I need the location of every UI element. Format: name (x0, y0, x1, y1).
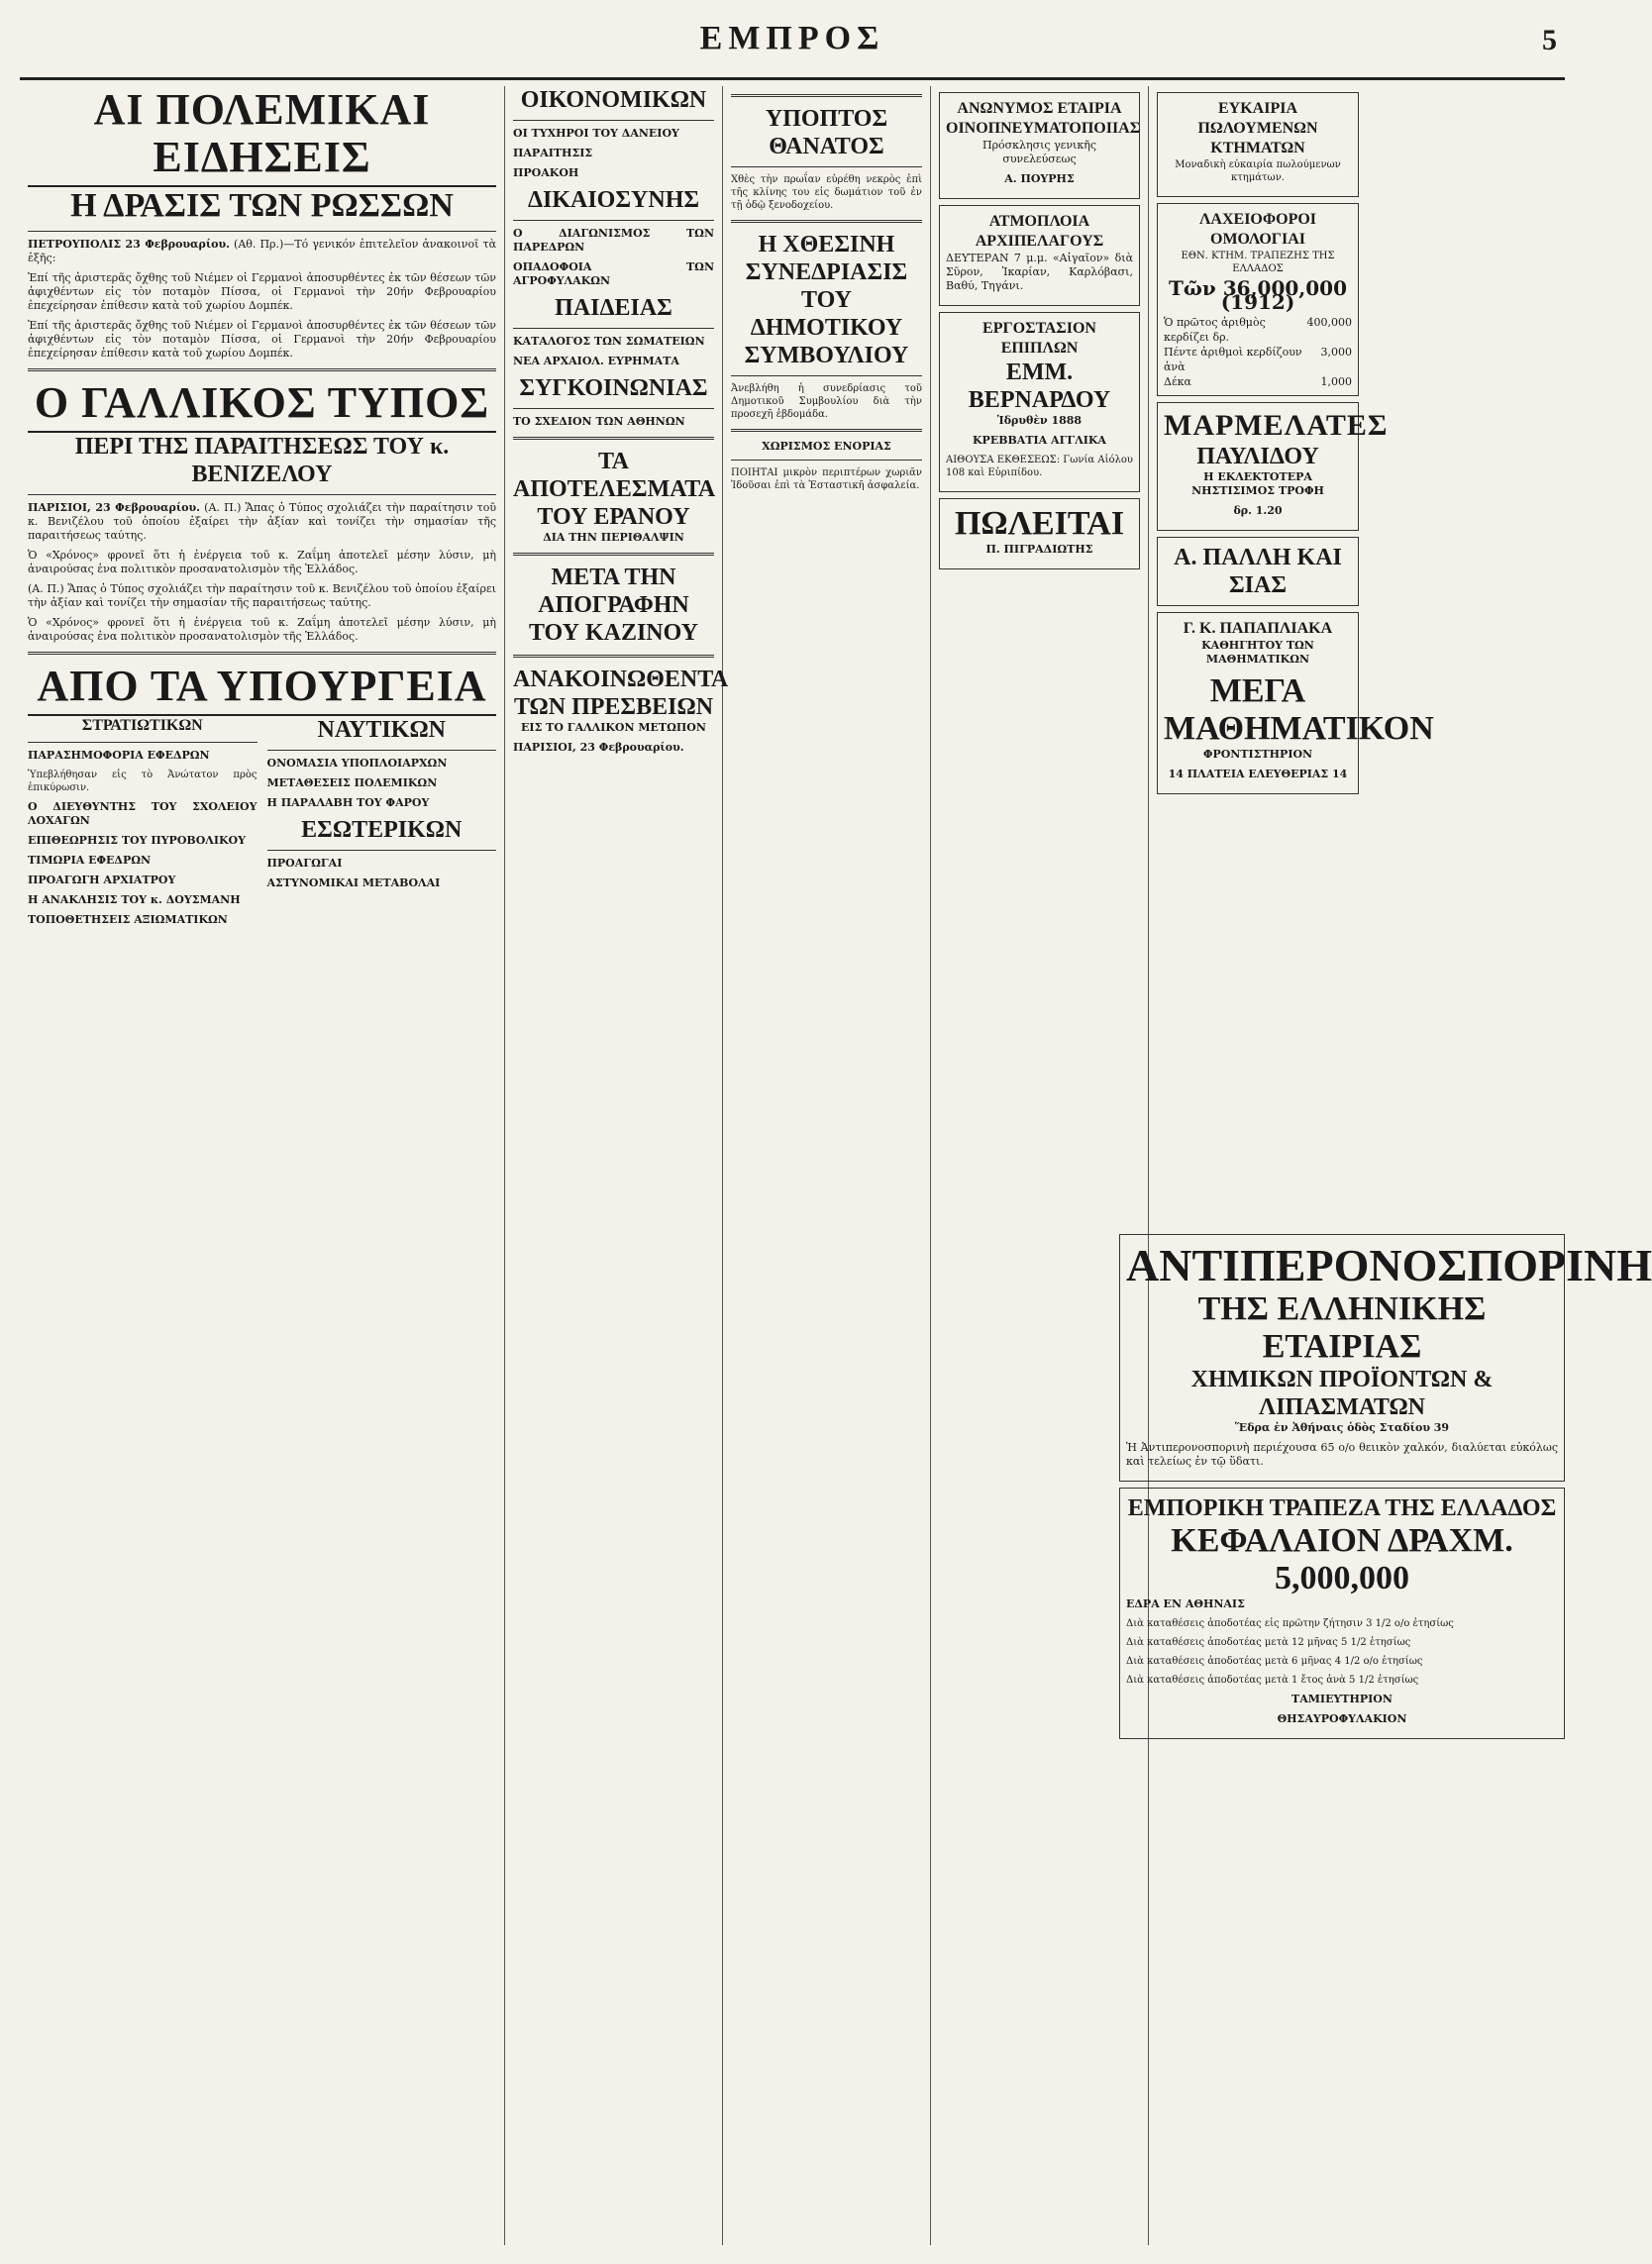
mil-item-4: ΤΙΜΩΡΙΑ ΕΦΕΔΡΩΝ (28, 854, 152, 867)
ministries-headline: ΑΠΟ ΤΑ ΥΠΟΥΡΓΕΙΑ (28, 663, 496, 716)
ad-palli-title: Α. ΠΑΛΛΗ ΚΑΙ ΣΙΑΣ (1174, 545, 1342, 598)
edu-item-1: ΚΑΤΑΛΟΓΟΣ ΤΩΝ ΣΩΜΑΤΕΙΩΝ (513, 335, 705, 348)
dateline-1: ΠΕΤΡΟΥΠΟΛΙΣ 23 Φεβρουαρίου. (28, 238, 230, 251)
fund-results-title: ΤΑ ΑΠΟΤΕΛΕΣΜΑΤΑ ΤΟΥ ΕΡΑΝΟΥ (513, 449, 716, 530)
econ-item-2: ΠΑΡΑΙΤΗΣΙΣ (513, 147, 593, 159)
banner-title-1: ΑΝΤΙΠΕΡΟΝΟΣΠΟΡΙΝΗ (1126, 1240, 1652, 1290)
fund-results-sub: ΔΙΑ ΤΗΝ ΠΕΡΙΘΑΛΨΙΝ (543, 531, 684, 544)
bond-rate-value-3: 1,000 (1320, 375, 1352, 388)
casino-title: ΜΕΤΑ ΤΗΝ ΑΠΟΓΡΑΦΗΝ ΤΟΥ ΚΑΖΙΝΟΥ (528, 565, 698, 646)
mil-item-7: ΤΟΠΟΘΕΤΗΣΕΙΣ ΑΞΙΩΜΑΤΙΚΩΝ (28, 913, 228, 926)
int-item-1: ΠΡΟΑΓΩΓΑΙ (266, 857, 343, 870)
dateline-2: ΠΑΡΙΣΙΟΙ, 23 Φεβρουαρίου. (28, 501, 200, 514)
transport-section: ΣΥΓΚΟΙΝΩΝΙΑΣ (519, 375, 708, 401)
column-4: ΥΠΟΠΤΟΣ ΘΑΝΑΤΟΣ Χθὲς τὴν πρωΐαν εὑρέθη νεκρὸς ἐπὶ τῆς κλίνης του εἰς δωμάτιον τοῦ ἐν τῇ ὁδῷ ξενοδοχείου. Η ΧΘΕΣΙΝΗ ΣΥΝΕΔΡΙΑΣΙΣ ΤΟΥ ΔΗΜΟΤΙΚΟΥ ΣΥΜΒΟΥΛΙΟΥ Ἀνεβλήθη ἡ συνεδρίασις τοῦ Δημοτικοῦ Συμβουλίου διὰ τὴν προσεχῆ ἑβδομάδα. ΧΩΡΙΣΜΟΣ ΕΝΟΡΙΑΣ ΠΟΙΗΤΑΙ μικρὸν περιπτέρων χωριᾶν Ἰδοῦσαι ἐπὶ τὰ Ἑσταστικῆ ἀσφαλεία. (723, 86, 931, 2245)
bank-rate-2: Διὰ καταθέσεις ἀποδοτέας μετὰ 12 μῆνας 5 1/2 ἐτησίως (1126, 1637, 1411, 1648)
banner-text: Ἡ Ἀντιπερονοσπορινὴ περιέχουσα 65 ο/ο θειικὸν χαλκόν, διαλύεται εὐκόλως καὶ τελείως ἐν τῷ ὕδατι. (1126, 1441, 1558, 1468)
bank-footer: ΤΑΜΙΕΥΤΗΡΙΟΝ (1291, 1693, 1393, 1705)
ad-shipping-text: ΔΕΥΤΕΡΑΝ 7 μ.μ. «Αἰγαῖον» διὰ Σῦρον, Ἰκαρίαν, Καρλόβασι, Βαθύ, Τηγάνι. (946, 252, 1133, 292)
ad-property-text: Μοναδικὴ εὐκαιρία πωλούμενων κτημάτων. (1175, 159, 1341, 183)
just-item-1: Ο ΔΙΑΓΩΝΙΣΜΟΣ ΤΩΝ ΠΑΡΕΔΡΩΝ (513, 227, 714, 254)
banner-title-3: ΧΗΜΙΚΩΝ ΠΡΟΪΟΝΤΩΝ & ΛΙΠΑΣΜΑΤΩΝ (1190, 1367, 1494, 1420)
ad-shipping-title: ΑΤΜΟΠΛΟΙΑ ΑΡΧΙΠΕΛΑΓΟΥΣ (975, 213, 1104, 250)
naval-section: ΝΑΥΤΙΚΩΝ (317, 717, 446, 743)
ad-bonds-sub: ΕΘΝ. ΚΤΗΜ. ΤΡΑΠΕΖΗΣ ΤΗΣ ΕΛΛΑΔΟΣ (1181, 251, 1335, 274)
column-1: ΑΙ ΠΟΛΕΜΙΚΑΙ ΕΙΔΗΣΕΙΣ Η ΔΡΑΣΙΣ ΤΩΝ ΡΩΣΣΩΝ ΠΕΤΡΟΥΠΟΛΙΣ 23 Φεβρουαρίου. (Αθ. Πρ.)—Τό γενικόν ἐπιτελεῖον ἀνακοινοῖ τὰ ἑξῆς: Ἐπί τῆς ἀριστερᾶς ὄχθης τοῦ Νιέμεν οἱ Γερμανοὶ ἀποσυρθέντες ἐκ τῶν θέσεων τῶν ἀφιχθέντων εἰς τὸν ποταμὸν Πίσσα, οἱ Γερμανοὶ τὴν 20ήν Φεβρουαρίου ἐπεχείρησαν ἐπίθεσιν κατὰ τοῦ χωρίου Δομπέκ. Ἐπί τῆς ἀριστερᾶς ὄχθης τοῦ Νιέμεν οἱ Γερμανοὶ ἀποσυρθέντες ἐκ τῶν θέσεων τῶν ἀφιχθέντων εἰς τὸν ποταμὸν Πίσσα, οἱ Γερμανοὶ τὴν 20ήν Φεβρουαρίου ἐπεχείρησαν ἐπίθεσιν κατὰ τοῦ χωρίου Δομπέκ. Ο ΓΑΛΛΙΚΟΣ ΤΥΠΟΣ ΠΕΡΙ ΤΗΣ ΠΑΡΑΙΤΗΣΕΩΣ ΤΟΥ κ. ΒΕΝΙΖΕΛΟΥ ΠΑΡΙΣΙΟΙ, 23 Φεβρουαρίου. (Α. Π.) Ἅπας ὁ Τύπος σχολιάζει τὴν παραίτησιν τοῦ κ. Βενιζέλου τοῦ ὁποίου ἐξαίρει τὴν ἀξίαν καὶ τονίζει τὴν σημασίαν τῆς παραιτήσεως ταύτης. Ὁ «Χρόνος» φρονεῖ ὅτι ἡ ἐνέργεια τοῦ κ. Ζαΐμη ἀποτελεῖ μέσην λύσιν, μὴ ἀναιρούσας ἐνα πολιτικὸν προσανατολισμὸν τῆς Ἑλλάδος. (Α. Π.) Ἅπας ὁ Τύπος σχολιάζει τὴν παραίτησιν τοῦ κ. Βενιζέλου τοῦ ὁποίου ἐξαίρει τὴν ἀξίαν καὶ τονίζει τὴν σημασίαν τῆς παραιτήσεως ταύτης. Ὁ «Χρόνος» φρονεῖ ὅτι ἡ ἐνέργεια τοῦ κ. Ζαΐμη ἀποτελεῖ μέσην λύσιν, μὴ ἀναιρούσας ἐνα πολιτικὸν προσανατολισμὸν τῆς Ἑλλάδος. ΑΠΟ ΤΑ ΥΠΟΥΡΓΕΙΑ ΣΤΡΑΤΙΩΤΙΚΩΝ ΠΑΡΑΣΗΜΟΦΟΡΙΑ ΕΦΕΔΡΩΝ Ὑπεβλήθησαν εἰς τὸ Ἀνώτατον πρὸς ἐπικύρωσιν. Ο ΔΙΕΥΘΥΝΤΗΣ ΤΟΥ ΣΧΟΛΕΙΟΥ ΛΟΧΑΓΩΝ ΕΠΙΘΕΩΡΗΣΙΣ ΤΟΥ ΠΥΡΟΒΟΛΙΚΟΥ ΤΙΜΩΡΙΑ ΕΦΕΔΡΩΝ ΠΡΟΑΓΩΓΗ ΑΡΧΙΑΤΡΟΥ Η ΑΝΑΚΛΗΣΙΣ ΤΟΥ κ. ΔΟΥΣΜΑΝΗ ΤΟΠΟΘΕΤΗΣΕΙΣ ΑΞΙΩΜΑΤΙΚΩΝ ΝΑΥΤΙΚΩΝ ΟΝΟΜΑΣΙΑ ΥΠΟΠΛΟΙΑΡΧΩΝ ΜΕΤΑΘΕΣΕΙΣ ΠΟΛΕΜΙΚΩΝ Η ΠΑΡΑΛΑΒΗ ΤΟΥ ΦΑΡΟΥ ΕΣΩΤΕΡΙΚΩΝ ΠΡΟΑΓΩΓΑΙ ΑΣΤΥΝΟΜΙΚΑΙ ΜΕΤΑΒΟΛΑΙ (20, 86, 505, 2245)
nav-item-2: ΜΕΤΑΘΕΣΕΙΣ ΠΟΛΕΜΙΚΩΝ (266, 776, 438, 789)
mil-item-3: ΕΠΙΘΕΩΡΗΣΙΣ ΤΟΥ ΠΥΡΟΒΟΛΙΚΟΥ (28, 834, 246, 847)
para-2: Ἐπί τῆς ἀριστερᾶς ὄχθης τοῦ Νιέμεν οἱ Γερμανοὶ ἀποσυρθέντες ἐκ τῶν θέσεων τῶν ἀφιχθέντων εἰς τὸν ποταμὸν Πίσσα, οἱ Γερμανοὶ τὴν 20ήν Φεβρουαρίου ἐπεχείρησαν ἐπίθεσιν κατὰ τοῦ χωρίου Δομπέκ. (28, 271, 496, 312)
ad-tutor-big: ΜΕΓΑ ΜΑΘΗΜΑΤΙΚΟΝ (1164, 672, 1434, 747)
mil-item-1: ΠΑΡΑΣΗΜΟΦΟΡΙΑ ΕΦΕΔΡΩΝ (28, 749, 210, 762)
bank-capital: ΚΕΦΑΛΑΙΟΝ ΔΡΑΧΜ. 5,000,000 (1171, 1522, 1513, 1596)
nav-item-1: ΟΝΟΜΑΣΙΑ ΥΠΟΠΛΟΙΑΡΧΩΝ (266, 757, 448, 770)
mil-item-2: Ο ΔΙΕΥΘΥΝΤΗΣ ΤΟΥ ΣΧΟΛΕΙΟΥ ΛΟΧΑΓΩΝ (28, 800, 258, 827)
ad-marmalade-sub: ΠΑΥΛΙΔΟΥ (1196, 444, 1319, 469)
bond-rate-label-1: Ὁ πρῶτος ἀριθμὸς κερδίζει δρ. (1164, 316, 1266, 344)
ad-furniture-name: ΕΜΜ. ΒΕΡΝΑΡΔΟΥ (968, 360, 1111, 413)
interior-section: ΕΣΩΤΕΡΙΚΩΝ (301, 817, 463, 843)
para-3b: (Α. Π.) Ἅπας ὁ Τύπος σχολιάζει τὴν παραίτησιν τοῦ κ. Βενιζέλου τοῦ ὁποίου ἐξαίρει τὴν ἀξίαν καὶ τονίζει τὴν σημασίαν τῆς παραιτήσεως ταύτης. (28, 582, 496, 609)
bank-title: ΕΜΠΟΡΙΚΗ ΤΡΑΠΕΖΑ ΤΗΣ ΕΛΛΑΔΟΣ (1127, 1495, 1557, 1521)
ad-furniture-title: ΕΡΓΟΣΤΑΣΙΟΝ ΕΠΙΠΛΩΝ (982, 320, 1096, 357)
ad-marmalade-title: ΜΑΡΜΕΛΑΤΕΣ (1164, 409, 1389, 442)
para-4: Ὁ «Χρόνος» φρονεῖ ὅτι ἡ ἐνέργεια τοῦ κ. Ζαΐμη ἀποτελεῖ μέσην λύσιν, μὴ ἀναιρούσας ἐνα πολιτικὸν προσανατολισμὸν τῆς Ἑλλάδος. (28, 549, 496, 575)
columns (20, 85, 1652, 2245)
econ-item-3: ΠΡΟΑΚΟΗ (513, 166, 579, 179)
bond-rate-value-1: 400,000 (1306, 316, 1352, 329)
ad-furniture-year: Ἱδρυθὲν 1888 (996, 414, 1083, 427)
bond-rate-label-3: Δέκα (1164, 375, 1191, 388)
ad-distillery-title: ΑΝΩΝΥΜΟΣ ΕΤΑΙΡΙΑ ΟΙΝΟΠΝΕΥΜΑΤΟΠΟΙΙΑΣ (946, 100, 1141, 137)
bank-footer-2: ΘΗΣΑΥΡΟΦΥΛΑΚΙΟΝ (1277, 1712, 1407, 1725)
mil-item-5: ΠΡΟΑΓΩΓΗ ΑΡΧΙΑΤΡΟΥ (28, 874, 176, 886)
bank-rate-1: Διὰ καταθέσεις ἀποδοτέας εἰς πρῶτην ζήτησιν 3 1/2 ο/ο ἐτησίως (1126, 1618, 1454, 1629)
ad-distillery-text: Πρόσκλησις γενικῆς συνελεύσεως (981, 139, 1096, 165)
para-3: (Α. Π.) Ἅπας ὁ Τύπος σχολιάζει τὴν παραίτησιν τοῦ κ. Βενιζέλου τοῦ ὁποίου ἐξαίρει τὴν ἀξίαν καὶ τονίζει τὴν σημασίαν τῆς παραιτήσεως ταύτης. (28, 501, 497, 542)
embassy-dateline: ΠΑΡΙΣΙΟΙ, 23 Φεβρουαρίου. (513, 741, 684, 754)
embassy-sub: ΕΙΣ ΤΟ ΓΑΛΛΙΚΟΝ ΜΕΤΩΠΟΝ (521, 721, 706, 734)
suspicious-death-title: ΥΠΟΠΤΟΣ ΘΑΝΑΤΟΣ (765, 106, 888, 159)
ad-furniture-text: ΚΡΕΒΒΑΤΙΑ ΑΓΓΛΙΚΑ (973, 434, 1106, 447)
para-2b: Ἐπί τῆς ἀριστερᾶς ὄχθης τοῦ Νιέμεν οἱ Γερμανοὶ ἀποσυρθέντες ἐκ τῶν θέσεων τῶν ἀφιχθέντων εἰς τὸν ποταμὸν Πίσσα, οἱ Γερμανοὶ τὴν 20ήν Φεβρουαρίου ἐπεχείρησαν ἐπίθεσιν κατὰ τοῦ χωρίου Δομπέκ. (28, 319, 496, 360)
edu-item-2: ΝΕΑ ΑΡΧΑΙΟΛ. ΕΥΡΗΜΑΤΑ (513, 355, 679, 367)
column-5 (931, 86, 1149, 2245)
ad-marmalade-text: Η ΕΚΛΕΚΤΟΤΕΡΑ ΝΗΣΤΙΣΙΜΟΣ ΤΡΟΦΗ (1191, 470, 1324, 497)
ad-tutor-addr: 14 ΠΛΑΤΕΙΑ ΕΛΕΥΘΕΡΙΑΣ 14 (1168, 768, 1348, 780)
war-news-subheadline: Η ΔΡΑΣΙΣ ΤΩΝ ΡΩΣΣΩΝ (70, 187, 454, 224)
agro-banner (1119, 1228, 1652, 1745)
ad-forsale-sign: Π. ΠΙΓΡΑΔΙΩΤΗΣ (985, 543, 1093, 556)
ad-distillery-sign: Α. ΠΟΥΡΗΣ (1004, 172, 1075, 185)
int-item-2: ΑΣΤΥΝΟΜΙΚΑΙ ΜΕΤΑΒΟΛΑΙ (266, 876, 441, 889)
ad-bonds-title: ΛΑΧΕΙΟΦΟΡΟΙ ΟΜΟΛΟΓΙΑΙ (1198, 211, 1317, 248)
bond-rate-value-2: 3,000 (1320, 346, 1352, 359)
ad-property-title: ΕΥΚΑΙΡΙΑ ΠΩΛΟΥΜΕΝΩΝ ΚΤΗΜΑΤΩΝ (1197, 100, 1318, 156)
para-4b: Ὁ «Χρόνος» φρονεῖ ὅτι ἡ ἐνέργεια τοῦ κ. Ζαΐμη ἀποτελεῖ μέσην λύσιν, μὴ ἀναιρούσας ἐνα πολιτικὸν προσανατολισμὸν τῆς Ἑλλάδος. (28, 616, 496, 643)
col4-footer: ΠΟΙΗΤΑΙ μικρὸν περιπτέρων χωριᾶν Ἰδοῦσαι ἐπὶ τὰ Ἑσταστικῆ ἀσφαλεία. (731, 467, 922, 491)
bond-rate-label-2: Πέντε ἀριθμοὶ κερδίζουν ἀνὰ (1164, 346, 1302, 373)
education-section: ΠΑΙΔΕΙΑΣ (555, 295, 672, 321)
ad-tutor-title: ΚΑΘΗΓΗΤΟΥ ΤΩΝ ΜΑΘΗΜΑΤΙΚΩΝ (1201, 639, 1314, 666)
masthead (20, 18, 1565, 80)
economics-section: ΟΙΚΟΝΟΜΙΚΩΝ (520, 87, 707, 113)
bank-rate-3: Διὰ καταθέσεις ἀποδοτέας μετὰ 6 μῆνας 4 1/2 ο/ο ἐτησίως (1126, 1656, 1423, 1667)
banner-title-2: ΤΗΣ ΕΛΛΗΝΙΚΗΣ ΕΤΑΙΡΙΑΣ (1197, 1290, 1487, 1365)
bank-rate-4: Διὰ καταθέσεις ἀποδοτέας μετὰ 1 ἔτος ἀνὰ 5 1/2 ἐτησίως (1126, 1675, 1419, 1686)
column-3 (505, 86, 729, 2245)
ad-furniture-addr: ΑΙΘΟΥΣΑ ΕΚΘΕΣΕΩΣ: Γωνία Αἰόλου 108 καὶ Εὐριπίδου. (946, 455, 1133, 478)
ad-bonds-amount: Τῶν 36,000,000 (1912) (1168, 276, 1348, 314)
french-press-subheadline: ΠΕΡΙ ΤΗΣ ΠΑΡΑΙΤΗΣΕΩΣ ΤΟΥ κ. ΒΕΝΙΖΕΛΟΥ (74, 434, 450, 487)
embassy-title: ΑΝΑΚΟΙΝΩΘΕΝΤΑ ΤΩΝ ΠΡΕΣΒΕΙΩΝ (513, 667, 729, 720)
ad-forsale-title: ΠΩΛΕΙΤΑΙ (954, 505, 1125, 542)
masthead-title: ΕΜΠΡΟΣ (699, 20, 885, 56)
parish-separation: ΧΩΡΙΣΜΟΣ ΕΝΟΡΙΑΣ (762, 440, 891, 453)
bank-seat: ΕΔΡΑ ΕΝ ΑΘΗΝΑΙΣ (1126, 1597, 1245, 1610)
military-section: ΣΤΡΑΤΙΩΤΙΚΩΝ (81, 717, 203, 734)
nav-item-3: Η ΠΑΡΑΛΑΒΗ ΤΟΥ ΦΑΡΟΥ (266, 796, 430, 809)
page-number: 5 (1542, 24, 1557, 56)
french-press-headline: Ο ΓΑΛΛΙΚΟΣ ΤΥΠΟΣ (28, 379, 496, 433)
ad-marmalade-price: δρ. 1.20 (1233, 504, 1283, 517)
mil-item-6: Η ΑΝΑΚΛΗΣΙΣ ΤΟΥ κ. ΔΟΥΣΜΑΝΗ (28, 893, 241, 906)
justice-section: ΔΙΚΑΙΟΣΥΝΗΣ (527, 187, 700, 213)
econ-item-1: ΟΙ ΤΥΧΗΡΟΙ ΤΟΥ ΔΑΝΕΙΟΥ (513, 127, 679, 140)
banner-addr: Ἕδρα ἐν Ἀθήναις ὁδὸς Σταδίου 39 (1234, 1421, 1450, 1434)
council-session-title: Η ΧΘΕΣΙΝΗ ΣΥΝΕΔΡΙΑΣΙΣ ΤΟΥ ΔΗΜΟΤΙΚΟΥ ΣΥΜΒΟΥΛΙΟΥ (744, 232, 909, 368)
para-1: (Αθ. Πρ.)—Τό γενικόν ἐπιτελεῖον ἀνακοινοῖ τὰ ἑξῆς: (28, 238, 497, 264)
ad-tutor-name: Γ. Κ. ΠΑΠΑΠΛΙΑΚΑ (1183, 620, 1333, 637)
just-item-2: ΟΠΑΔΟΦΟΙΑ ΤΩΝ ΑΓΡΟΦΥΛΑΚΩΝ (513, 260, 714, 287)
war-news-headline: ΑΙ ΠΟΛΕΜΙΚΑΙ ΕΙΔΗΣΕΙΣ (28, 86, 496, 187)
trans-item-1: ΤΟ ΣΧΕΔΙΟΝ ΤΩΝ ΑΘΗΝΩΝ (513, 415, 685, 428)
ad-tutor-sub: ΦΡΟΝΤΙΣΤΗΡΙΟΝ (1202, 748, 1313, 761)
